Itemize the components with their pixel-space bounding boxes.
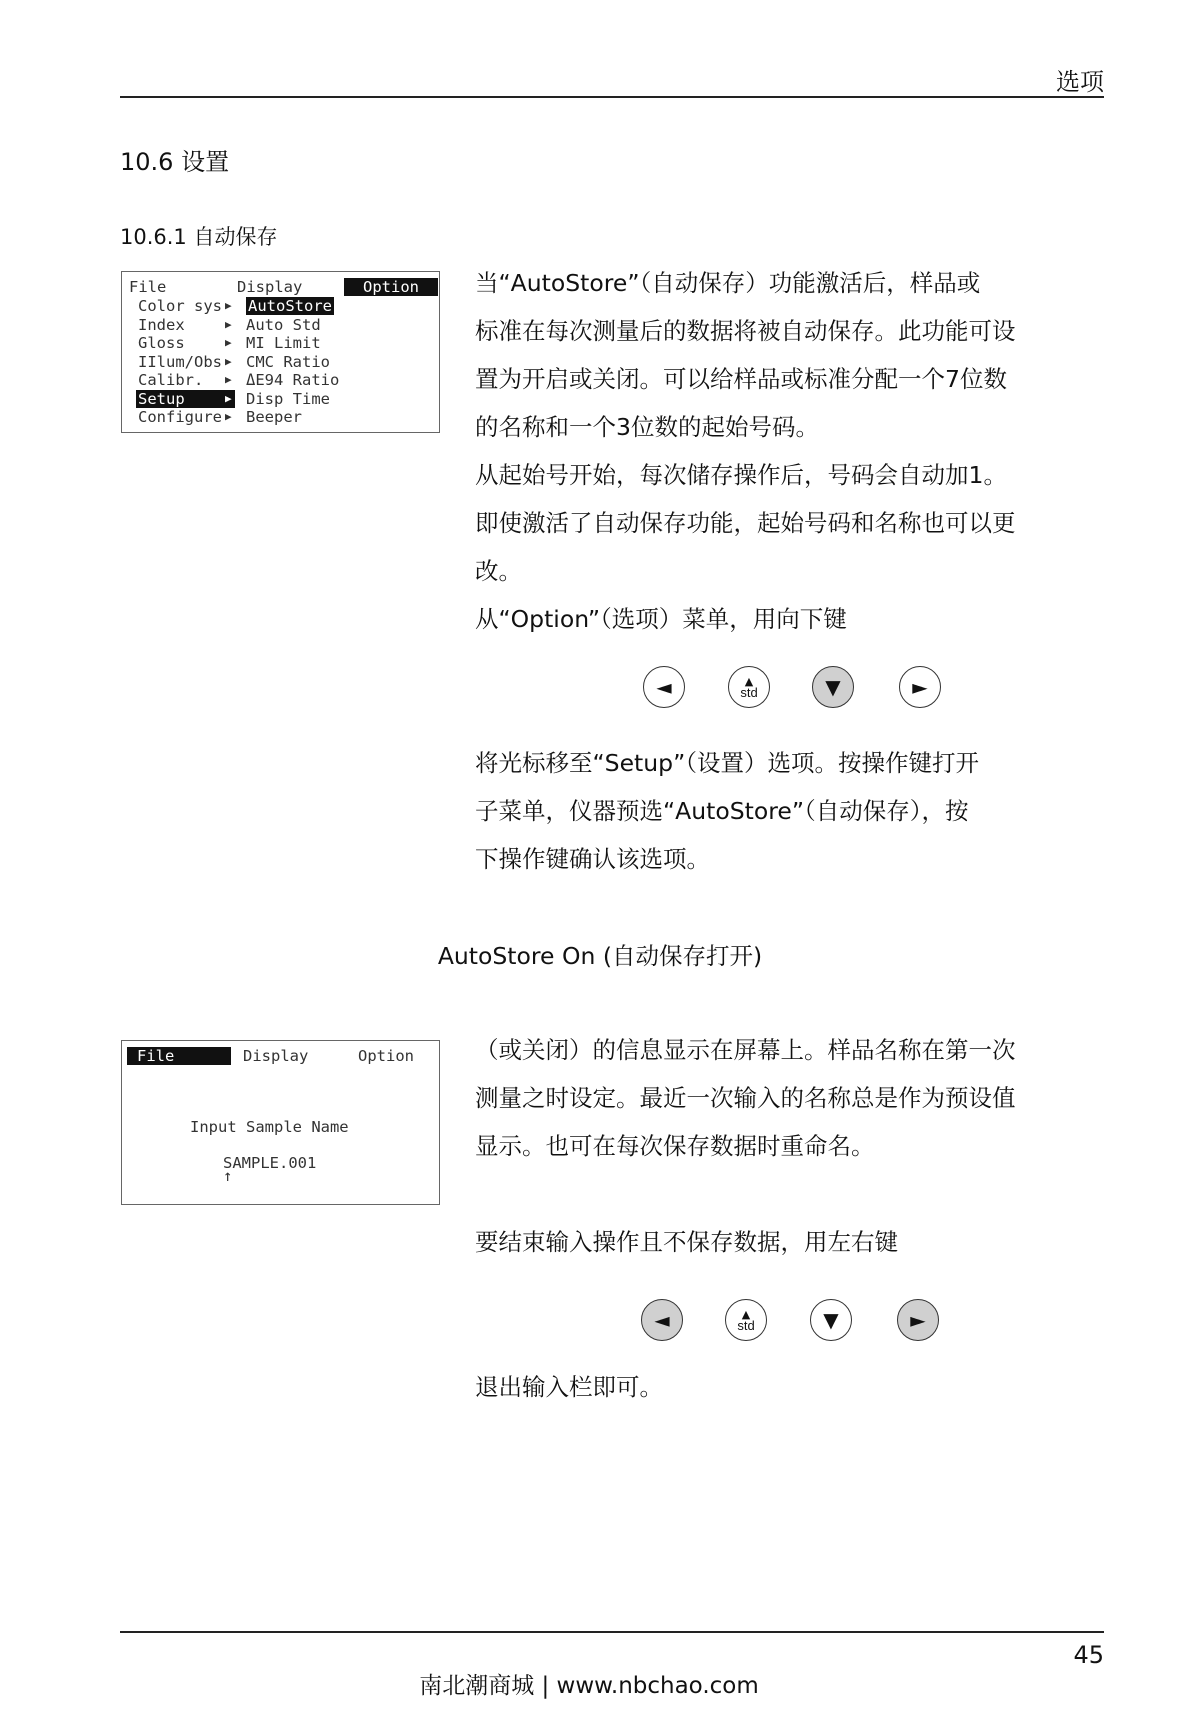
autostore-on-caption	[0, 937, 1200, 971]
menu-item-left[interactable]: Setup	[136, 390, 235, 408]
down-key-button	[810, 1299, 852, 1341]
submenu-arrow-icon: ▶	[225, 391, 232, 405]
cursor-arrow-icon: ↑	[223, 1167, 233, 1185]
menu-item-right[interactable]: Beeper	[246, 408, 302, 426]
page-number: 45	[1073, 1641, 1104, 1669]
menu-file: File	[129, 278, 167, 296]
menu-option: Option	[344, 278, 438, 296]
paragraph-4	[475, 1218, 1105, 1266]
menu-item-right[interactable]: Auto Std	[246, 315, 321, 334]
menu-item-left[interactable]: Index	[138, 315, 185, 334]
text-line: 从起始号开始，每次储存操作后，号码会自动加1。	[475, 461, 1007, 489]
menu-item-right[interactable]: CMC Ratio	[246, 352, 330, 371]
std-key-button	[728, 666, 770, 708]
submenu-arrow-icon: ▶	[225, 299, 232, 312]
paragraph-2	[475, 739, 1105, 883]
right-arrow-icon: ►	[912, 675, 928, 699]
header-section: 选项	[1056, 68, 1104, 96]
text-line: 即使激活了自动保存功能，起始号码和名称也可以更	[475, 509, 1016, 537]
paragraph-3	[475, 1026, 1105, 1170]
text-line: 将光标移至“Setup”（设置）选项。按操作键打开	[475, 749, 979, 777]
submenu-arrow-icon: ▶	[225, 410, 232, 423]
right-arrow-icon: ►	[910, 1308, 926, 1332]
menu-item-left[interactable]: Calibr.	[138, 371, 204, 389]
input-prompt: Input Sample Name	[190, 1118, 349, 1136]
menu-display: Display	[243, 1047, 309, 1065]
menu-item-left[interactable]: Configure	[138, 408, 222, 426]
up-arrow-icon: ▲	[744, 675, 754, 688]
menu-item-right[interactable]: Disp Time	[246, 389, 330, 408]
up-arrow-icon: ▲	[741, 1308, 751, 1321]
para5-text: 退出输入栏即可。	[475, 1373, 663, 1401]
menu-item-left[interactable]: Gloss	[138, 334, 185, 352]
std-label: std	[737, 1318, 755, 1333]
menu-item-right[interactable]: ΔE94 Ratio	[246, 371, 340, 389]
screen-input-sample-name	[121, 1040, 440, 1205]
text-line: 的名称和一个3位数的起始号码。	[475, 413, 819, 441]
text-line: 当“AutoStore”（自动保存）功能激活后，样品或	[475, 269, 981, 297]
down-key-button	[812, 666, 854, 708]
screen-option-menu	[121, 271, 440, 433]
text-line: 显示。也可在每次保存数据时重命名。	[475, 1132, 875, 1160]
menu-item-right[interactable]: MI Limit	[246, 334, 321, 352]
text-line: 从“Option”（选项）菜单，用向下键	[475, 605, 847, 633]
left-key-button	[643, 666, 685, 708]
menu-option: Option	[358, 1047, 414, 1065]
left-arrow-icon: ◄	[656, 675, 672, 699]
menu-file: File	[127, 1047, 231, 1065]
text-line: 改。	[475, 557, 522, 585]
paragraph-5	[475, 1363, 1105, 1411]
left-key-button	[641, 1299, 683, 1341]
down-arrow-icon: ▼	[823, 1308, 839, 1332]
right-key-button	[897, 1299, 939, 1341]
footer-text: 南北潮商城 | www.nbchao.com	[419, 1673, 759, 1699]
section-title: 10.6 设置	[120, 148, 230, 176]
submenu-arrow-icon: ▶	[225, 317, 232, 331]
submenu-arrow-icon: ▶	[225, 373, 232, 386]
down-arrow-icon: ▼	[825, 675, 841, 699]
sample-name-field[interactable]: SAMPLE.001	[223, 1154, 317, 1172]
autostore-on-text: AutoStore On (自动保存打开)	[437, 942, 763, 970]
menu-item-left[interactable]: IIlum/Obs	[138, 352, 222, 371]
text-line: 置为开启或关闭。可以给样品或标准分配一个7位数	[475, 365, 1007, 393]
text-line: 下操作键确认该选项。	[475, 845, 710, 873]
menu-item-right[interactable]: AutoStore	[248, 297, 332, 315]
text-line: 标准在每次测量后的数据将被自动保存。此功能可设	[475, 317, 1016, 345]
left-arrow-icon: ◄	[654, 1308, 670, 1332]
std-label: std	[740, 685, 758, 700]
submenu-arrow-icon: ▶	[225, 354, 232, 368]
text-line: 子菜单，仪器预选“AutoStore”（自动保存），按	[475, 797, 969, 825]
text-line: 测量之时设定。最近一次输入的名称总是作为预设值	[475, 1084, 1016, 1112]
paragraph-1	[475, 259, 1105, 643]
text-line: （或关闭）的信息显示在屏幕上。样品名称在第一次	[475, 1036, 1016, 1064]
std-key-button	[725, 1299, 767, 1341]
menu-item-left[interactable]: Color sys	[138, 297, 222, 315]
footer-rule	[120, 1631, 1104, 1633]
right-key-button	[899, 666, 941, 708]
menu-display: Display	[237, 278, 303, 296]
para4-text: 要结束输入操作且不保存数据，用左右键	[475, 1228, 898, 1256]
subsection-title: 10.6.1 自动保存	[120, 225, 278, 249]
header-rule	[120, 96, 1104, 98]
submenu-arrow-icon: ▶	[225, 336, 232, 349]
